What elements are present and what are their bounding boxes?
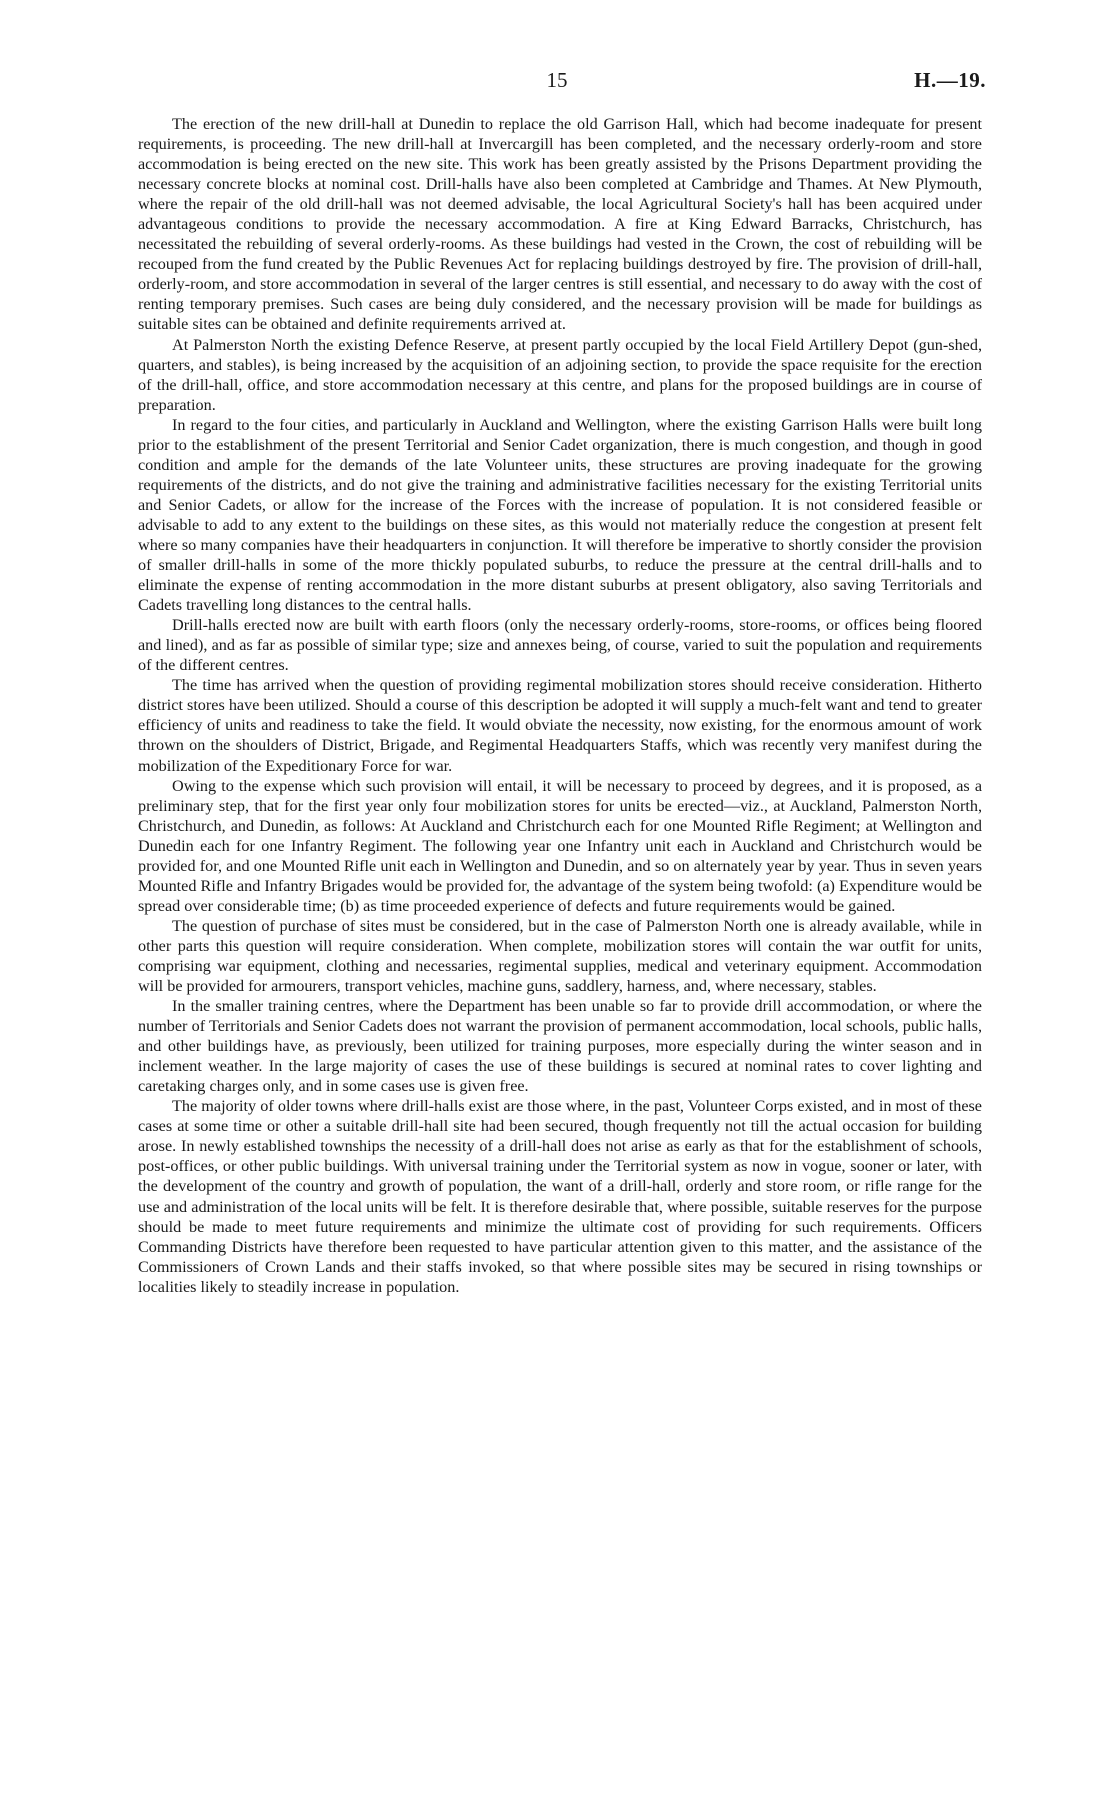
paragraph: The time has arrived when the question of providing regimental mobilization stores should receive consideration. Hitherto district stores have been utilized. Should a course of this description be adopted it will supply a much-felt want and tend to greater efficiency of units and readiness to take the field. It would obviate the necessity, now existing, for the enormous amount of work thrown on the shoulders of District, Brigade, and Regimental Headquarters Staffs, which was recently very manifest during the mobilization of the Expeditionary Force for war. [138, 676, 982, 775]
paragraph: In the smaller training centres, where the Department has been unable so far to provide drill accommodation, or where the number of Territorials and Senior Cadets does not warrant the provision of permanent accommodation, local schools, public halls, and other buildings have, as previously, been utilized for training purposes, more especially during the winter season and in inclement weather. In the large majority of cases the use of these buildings is secured at nominal rates to cover lighting and caretaking charges only, and in some cases use is given free. [138, 997, 982, 1096]
paragraph: The majority of older towns where drill-halls exist are those where, in the past, Volunteer Corps existed, and in most of these cases at some time or other a suitable drill-hall site had been secured, though frequently not till the actual occasion for building arose. In newly established townships the necessity of a drill-hall does not arise as early as that for the establishment of schools, post-offices, or other public buildings. With universal training under the Territorial system as now in vogue, sooner or later, with the development of the country and growth of population, the want of a drill-hall, orderly and store room, or rifle range for the use and administration of the local units will be felt. It is therefore desirable that, where possible, suitable reserves for the purpose should be made to meet future requirements and minimize the ultimate cost of providing for such requirements. Officers Commanding Districts have therefore been requested to have particular attention given to this matter, and the assistance of the Commissioners of Crown Lands and their staffs invoked, so that where possible sites may be secured in rising townships or localities likely to steadily increase in population. [138, 1097, 982, 1296]
paragraph: At Palmerston North the existing Defence Reserve, at present partly occupied by the local Field Artillery Depot (gun-shed, quarters, and stables), is being increased by the acquisition of an adjoining section, to provide the space requisite for the erection of the drill-hall, office, and store accommodation necessary at this centre, and plans for the proposed buildings are in course of preparation. [138, 335, 982, 414]
page-header [0, 68, 1114, 96]
paragraph: The erection of the new drill-hall at Dunedin to replace the old Garrison Hall, which had become inadequate for present requirements, is proceeding. The new drill-hall at Invercargill has been completed, and the necessary orderly-room and store accommodation is being erected on the new site. This work has been greatly assisted by the Prisons Department providing the necessary concrete blocks at nominal cost. Drill-halls have also been completed at Cambridge and Thames. At New Plymouth, where the repair of the old drill-hall was not deemed advisable, the local Agricultural Society's hall has been acquired under advantageous conditions to provide the necessary accommodation. A fire at King Edward Barracks, Christchurch, has necessitated the rebuilding of several orderly-rooms. As these buildings had vested in the Crown, the cost of rebuilding will be recouped from the fund created by the Public Revenues Act for replacing buildings destroyed by fire. The provision of drill-hall, orderly-room, and store accommodation in several of the larger centres is still essential, and necessary to do away with the cost of renting temporary premises. Such cases are being duly considered, and the necessary provision will be made for buildings as suitable sites can be obtained and definite requirements arrived at. [138, 115, 982, 334]
paragraph: The question of purchase of sites must be considered, but in the case of Palmerston North one is already available, while in other parts this question will require consideration. When complete, mobilization stores will contain the war outfit for units, comprising war equipment, clothing and necessaries, regimental supplies, medical and veterinary equipment. Accommodation will be provided for armourers, transport vehicles, machine guns, saddlery, harness, and, where necessary, stables. [138, 916, 982, 996]
paragraph: Drill-halls erected now are built with earth floors (only the necessary orderly-rooms, store-rooms, or offices being floored and lined), and as far as possible of similar type; size and annexes being, of course, varied to suit the population and requirements of the different centres. [138, 616, 982, 675]
document-reference: H.—19. [914, 68, 986, 92]
page-number: 15 [546, 68, 568, 92]
paragraph: Owing to the expense which such provision will entail, it will be necessary to proceed by degrees, and it is proposed, as a preliminary step, that for the first year only four mobilization stores for units be erected—viz., at Auckland, Palmerston North, Christchurch, and Dunedin, as follows: At Auckland and Christchurch each for one Mounted Rifle Regiment; at Wellington and Dunedin each for one Infantry Regiment. The following year one Infantry unit each in Auckland and Christchurch would be provided for, and one Mounted Rifle unit each in Wellington and Dunedin, and so on alternately year by year. Thus in seven years Mounted Rifle and Infantry Brigades would be provided for, the advantage of the system being twofold: (a) Expenditure would be spread over considerable time; (b) as time proceeded experience of defects and future requirements would be gained. [138, 776, 982, 915]
paragraph: In regard to the four cities, and particularly in Auckland and Wellington, where the existing Garrison Halls were built long prior to the establishment of the present Territorial and Senior Cadet organization, there is much congestion, and though in good condition and ample for the demands of the late Volunteer units, these structures are proving inadequate for the growing requirements of the districts, and do not give the training and administrative facilities necessary for the existing Territorial units and Senior Cadets, or allow for the increase of the Forces with the increase of population. It is not considered feasible or advisable to add to any extent to the buildings on these sites, as this would not materially reduce the congestion at present felt where so many companies have their headquarters in conjunction. It will therefore be imperative to shortly consider the provision of smaller drill-halls in some of the more thickly populated suburbs, to reduce the pressure at the central drill-halls and to eliminate the expense of renting accommodation in the more distant suburbs at present obligatory, also saving Territorials and Cadets travelling long distances to the central halls. [138, 415, 982, 615]
body-text [138, 114, 982, 1297]
